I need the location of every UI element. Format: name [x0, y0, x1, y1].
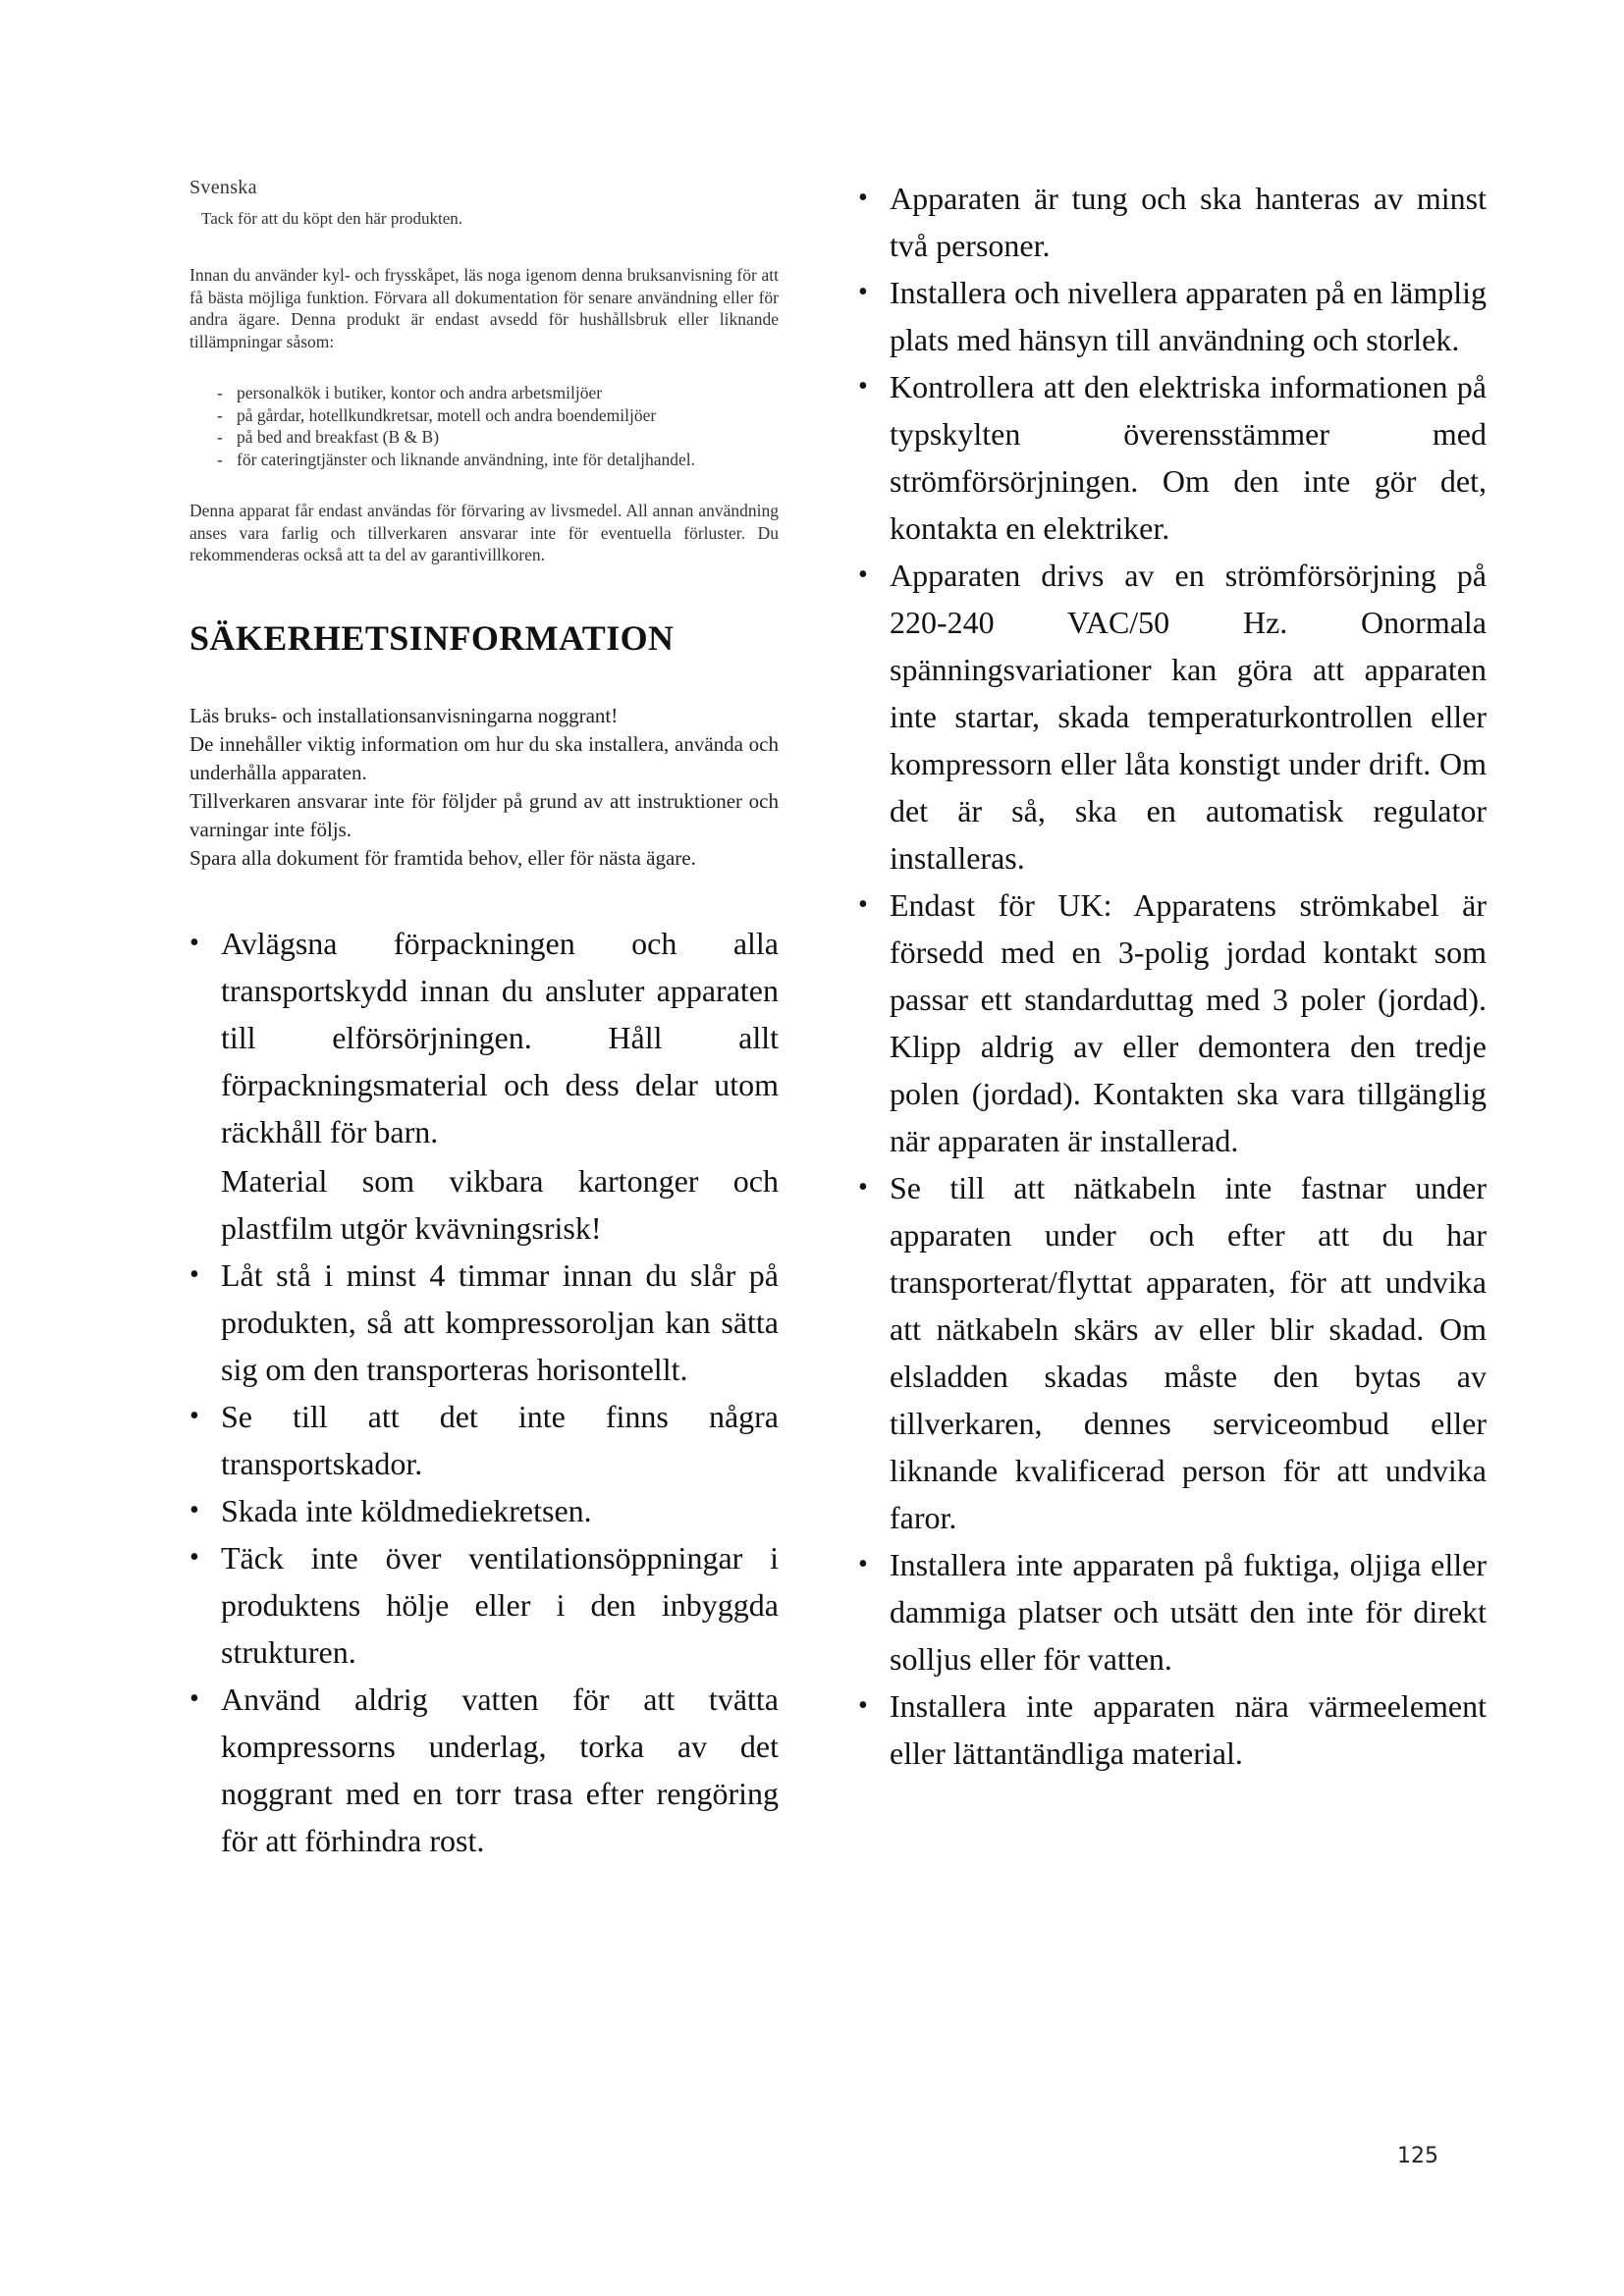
bullet-icon: • — [858, 371, 868, 401]
bullet-item — [189, 920, 779, 1252]
notice-block — [189, 702, 779, 873]
bullet-icon: • — [858, 1690, 868, 1721]
notice-line: De innehåller viktig information om hur du ska installera, använda och underhålla apparaten. — [189, 731, 779, 784]
bullet-text: Använd aldrig vatten för att tvätta kompressorns underlag, torka av det noggrant med en torr trasa efter rengöring för att förhindra rost. — [221, 1681, 779, 1858]
bullet-item — [858, 1682, 1487, 1777]
bullet-icon: • — [189, 1682, 199, 1714]
list-item: - på bed and breakfast (B & B) — [217, 426, 779, 449]
bullet-text: Låt stå i minst 4 timmar innan du slår på produkten, så att kompressoroljan kan sätta sig om den transporteras horisontellt. — [221, 1256, 779, 1387]
bullet-text: Täck inte över ventilationsöppningar i produktens hölje eller i den inbyggda strukturen. — [221, 1539, 779, 1670]
bullet-icon: • — [189, 927, 199, 958]
bullet-text: Se till att det inte finns några transportskador. — [221, 1398, 779, 1481]
bullet-item — [858, 1541, 1487, 1682]
bullet-icon: • — [189, 1541, 199, 1573]
thanks-line: Tack för att du köpt den här produkten. — [201, 209, 463, 228]
bullet-item — [189, 1393, 779, 1487]
bullet-item — [189, 1252, 779, 1393]
bullet-text: Skada inte köldmediekretsen. — [221, 1492, 592, 1528]
safety-heading: SÄKERHETSINFORMATION — [189, 617, 675, 658]
page-number: 125 — [1397, 2144, 1438, 2168]
notice-line: Spara alla dokument för framtida behov, eller för nästa ägare. — [189, 845, 696, 870]
bullet-icon: • — [858, 1172, 868, 1202]
bullet-icon: • — [858, 889, 868, 920]
right-bullet-list — [858, 175, 1487, 1777]
list-item: - på gårdar, hotellkundkretsar, motell och andra boendemiljöer — [217, 404, 779, 427]
left-bullet-list — [189, 920, 779, 1864]
bullet-text: Installera inte apparaten nära värmeelement eller lättantändliga material. — [890, 1688, 1487, 1771]
bullet-text: Se till att nätkabeln inte fastnar under apparaten under och efter att du har transporterat/flyttat apparaten, för att undvika att nätkabeln skärs av eller blir skadad. Om elsladden skadas måste den bytas av tillverkaren, dennes serviceombud eller liknande kvalificerad person för att undvika faror. — [890, 1170, 1487, 1535]
use-case-list — [217, 382, 779, 470]
bullet-item — [189, 1534, 779, 1676]
bullet-icon: • — [189, 1400, 199, 1431]
bullet-item — [858, 552, 1487, 881]
bullet-text: Installera inte apparaten på fuktiga, oljiga eller dammiga platser och utsätt den inte för direkt solljus eller för vatten. — [890, 1547, 1487, 1677]
list-item: - personalkök i butiker, kontor och andra arbetsmiljöer — [217, 382, 779, 404]
bullet-item — [858, 269, 1487, 363]
notice-line: Tillverkaren ansvarar inte för följder på grund av att instruktioner och varningar inte följs. — [189, 788, 779, 841]
restriction-paragraph: Denna apparat får endast användas för förvaring av livsmedel. All annan användning anses vara farlig och tillverkaren ansvarar inte för eventuella förluster. Du rekommenderas också att ta del av garantivillkoren. — [189, 501, 779, 564]
bullet-item — [858, 1164, 1487, 1541]
bullet-icon: • — [189, 1494, 199, 1525]
bullet-item — [189, 1676, 779, 1864]
list-item: - för cateringtjänster och liknande användning, inte för detaljhandel. — [217, 449, 779, 471]
bullet-item — [189, 1487, 779, 1534]
bullet-item — [858, 881, 1487, 1164]
bullet-icon: • — [858, 1549, 868, 1579]
bullet-text: Endast för UK: Apparatens strömkabel är försedd med en 3-polig jordad kontakt som passar ett standarduttag med 3 poler (jordad). Klipp aldrig av eller demontera den tredje polen (jordad). Kontakten ska vara tillgänglig när apparaten är installerad. — [890, 887, 1487, 1158]
bullet-text: Kontrollera att den elektriska informationen på typskylten överensstämmer med strömförsörjningen. Om den inte gör det, kontakta en elektriker. — [890, 369, 1487, 546]
bullet-text: Installera och nivellera apparaten på en lämplig plats med hänsyn till användning och storlek. — [890, 275, 1487, 357]
bullet-text: Apparaten är tung och ska hanteras av minst två personer. — [890, 181, 1487, 263]
bullet-icon: • — [858, 560, 868, 590]
packaging-note: Material som vikbara kartonger och plastfilm utgör kvävningsrisk! — [221, 1162, 779, 1246]
notice-line: Läs bruks- och installationsanvisningarna noggrant! — [189, 703, 619, 727]
intro-paragraph: Innan du använder kyl- och frysskåpet, läs noga igenom denna bruksanvisning för att få bästa möjliga funktion. Förvara all dokumentation för senare användning eller för andra ägare. Denna produkt är endast avsedd för hushållsbruk eller liknande tillämpningar såsom: — [189, 265, 779, 351]
bullet-text: Avlägsna förpackningen och alla transportskydd innan du ansluter apparaten till elförsörjningen. Håll allt förpackningsmaterial och dess delar utom räckhåll för barn. — [221, 925, 779, 1149]
bullet-text: Apparaten drivs av en strömförsörjning på 220-240 VAC/50 Hz. Onormala spänningsvariationer kan göra att apparaten inte startar, skada temperaturkontrollen eller kompressorn eller låta konstigt under drift. Om det är så, ska en automatisk regulator installeras. — [890, 558, 1487, 876]
bullet-icon: • — [189, 1258, 199, 1290]
bullet-icon: • — [858, 277, 868, 307]
bullet-item — [858, 175, 1487, 269]
left-column — [189, 177, 779, 1864]
language-label: Svenska — [189, 177, 257, 198]
bullet-item — [858, 363, 1487, 552]
bullet-icon: • — [858, 183, 868, 213]
right-column — [858, 175, 1487, 1777]
